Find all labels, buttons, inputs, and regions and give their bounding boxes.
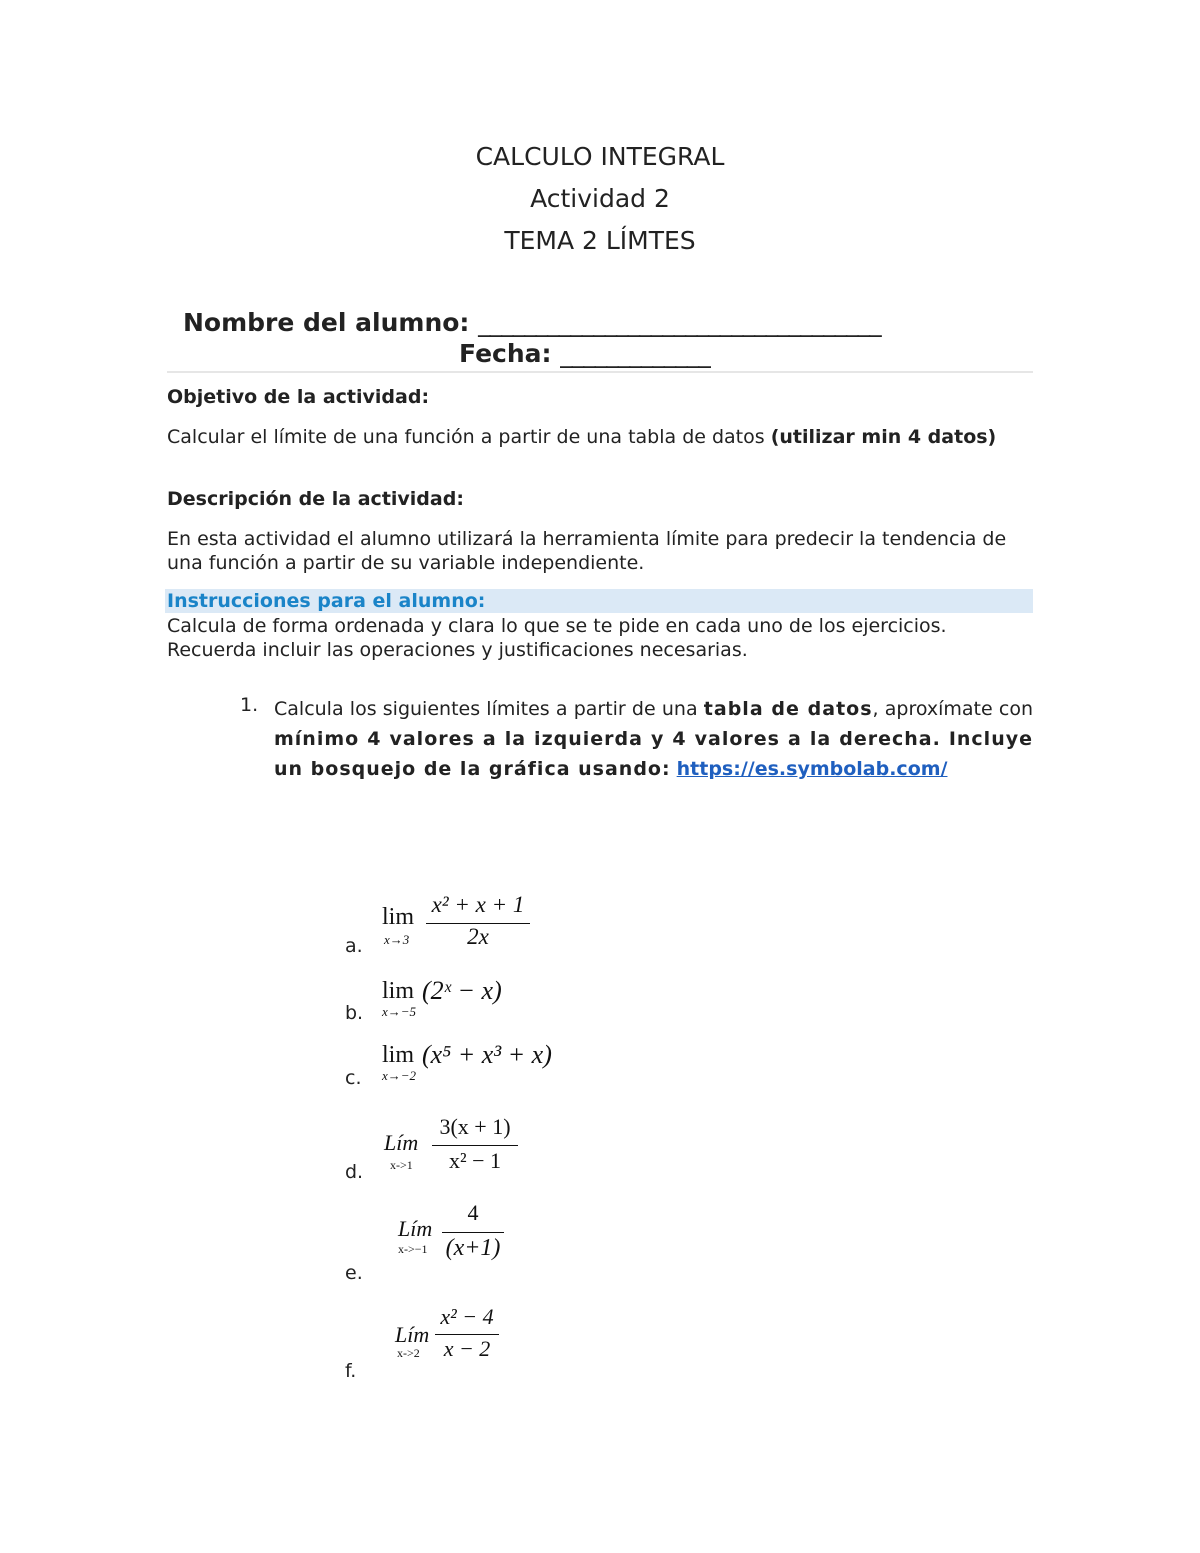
problem-f-num: x² − 4: [440, 1304, 494, 1329]
exercise-number: 1.: [240, 694, 259, 716]
student-name-field[interactable]: ___________________________________: [478, 308, 881, 337]
instructions-heading: Instrucciones para el alumno:: [167, 590, 486, 612]
problem-e-fraction-bar: [442, 1232, 504, 1233]
exercise-part2: , aproxímate con: [872, 698, 1033, 720]
exercise-text: [274, 694, 1033, 784]
exercise-bold1: tabla de datos: [703, 698, 873, 720]
problem-d-sub: x->1: [390, 1158, 413, 1172]
problem-b-formula: [380, 976, 540, 1022]
problem-c-formula: [380, 1040, 580, 1086]
problem-e-den: (x+1): [445, 1235, 501, 1261]
student-name-row: [183, 308, 881, 337]
objective-note: (utilizar min 4 datos): [770, 426, 997, 448]
problem-f-den: x − 2: [443, 1336, 491, 1361]
problem-f-formula: [395, 1304, 525, 1366]
problem-b-letter: b.: [345, 1002, 364, 1024]
problem-e-letter: e.: [345, 1262, 363, 1284]
exercise-part1: Calcula los siguientes límites a partir de una: [274, 698, 698, 720]
problem-d-num: 3(x + 1): [439, 1114, 511, 1139]
objective-body: Calcular el límite de una función a partir de una tabla de datos: [167, 426, 765, 448]
exercise-bold2: mínimo 4 valores a la izquierda y 4 valores a la derecha. Incluye un bosquejo de la gráfica usando:: [274, 728, 1033, 780]
problem-a-letter: a.: [345, 935, 363, 957]
activity-title: Actividad 2: [530, 184, 670, 213]
problem-c-sub: x→−2: [382, 1068, 417, 1083]
student-name-label: Nombre del alumno:: [183, 308, 470, 337]
problem-a-sub: x→3: [384, 932, 410, 947]
symbolab-link[interactable]: https://es.symbolab.com/: [676, 758, 948, 780]
problem-d-den: x² − 1: [448, 1148, 501, 1173]
problem-e-formula: [398, 1200, 528, 1270]
description-text: En esta actividad el alumno utilizará la herramienta límite para predecir la tendencia de una función a partir de su variable independiente.: [167, 528, 1007, 574]
divider: [167, 371, 1033, 373]
problem-d-letter: d.: [345, 1161, 364, 1183]
problem-a-num: x² + x + 1: [431, 892, 525, 917]
problem-a-den: 2x: [467, 924, 489, 949]
objective-text: [167, 425, 1033, 449]
date-label: Fecha:: [459, 339, 552, 368]
objective-heading: Objetivo de la actividad:: [167, 386, 430, 408]
problem-e-sub: x->−1: [398, 1242, 428, 1256]
topic-title: TEMA 2 LÍMTES: [504, 226, 696, 255]
date-row: [459, 339, 710, 368]
problem-f-lim: Lím: [395, 1322, 430, 1347]
course-title: CALCULO INTEGRAL: [475, 142, 725, 171]
instructions-text: Calcula de forma ordenada y clara lo que se te pide en cada uno de los ejercicios. Recuerda incluir las operaciones y justificaciones necesarias.: [167, 615, 947, 661]
problem-c-letter: c.: [345, 1067, 362, 1089]
problem-d-formula: [384, 1114, 544, 1180]
problem-f-sub: x->2: [397, 1346, 420, 1360]
date-field[interactable]: _____________: [560, 339, 710, 368]
problem-e-num: 4: [467, 1200, 479, 1225]
problem-d-fraction-bar: [432, 1145, 518, 1146]
problem-c-lim: lim: [382, 1042, 415, 1068]
problem-c-expr: (x⁵ + x³ + x): [422, 1040, 552, 1069]
problem-f-letter: f.: [345, 1360, 357, 1382]
description-heading: Descripción de la actividad:: [167, 488, 464, 510]
problem-e-lim: Lím: [398, 1216, 433, 1241]
problem-a-formula: [380, 892, 540, 954]
problem-a-lim: lim: [382, 904, 415, 930]
problem-f-fraction-bar: [435, 1334, 499, 1335]
problem-d-lim: Lím: [384, 1130, 419, 1155]
problem-b-expr: (2ˣ − x): [422, 976, 502, 1005]
problem-b-sub: x→−5: [382, 1004, 417, 1019]
problem-b-lim: lim: [382, 978, 415, 1004]
